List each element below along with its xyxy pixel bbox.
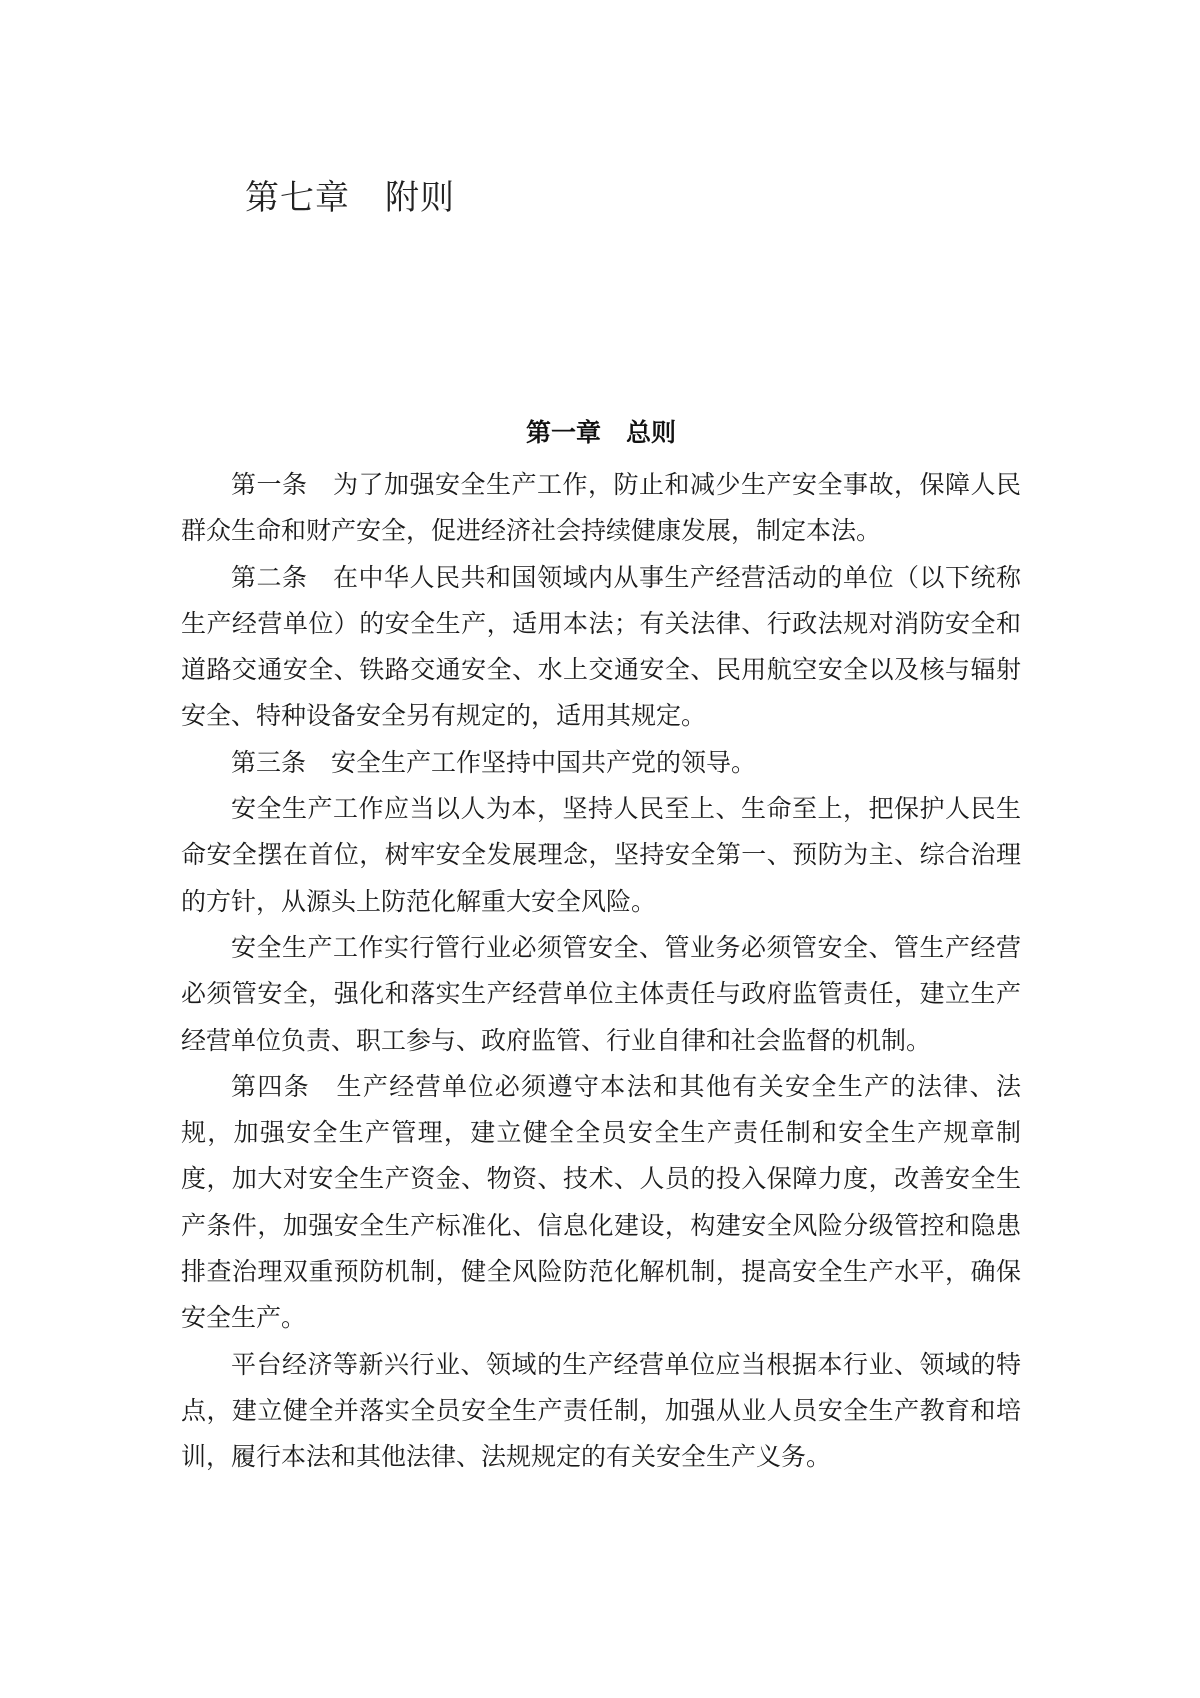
chapter-body: [181, 410, 1021, 1481]
article-3-paragraph-3: 安全生产工作实行管行业必须管安全、管业务必须管安全、管生产经营必须管安全，强化和落实生产经营单位主体责任与政府监管责任，建立生产经营单位负责、职工参与、政府监管、行业自律和社会监督的机制。: [181, 932, 1021, 1055]
article-3-paragraph-2: 安全生产工作应当以人为本，坚持人民至上、生命至上，把保护人民生命安全摆在首位，树牢安全发展理念，坚持安全第一、预防为主、综合治理的方针，从源头上防范化解重大安全风险。: [181, 794, 1021, 916]
article-1-paragraph: 第一条 为了加强安全生产工作，防止和减少生产安全事故，保障人民群众生命和财产安全，促进经济社会持续健康发展，制定本法。: [181, 470, 1021, 546]
chapter-title: 第一章 总则: [525, 418, 676, 447]
toc-chapter-heading: 第七章 附则: [245, 178, 455, 218]
article-4-paragraph: 第四条 生产经营单位必须遵守本法和其他有关安全生产的法律、法规，加强安全生产管理，建立健全全员安全生产责任制和安全生产规章制度，加大对安全生产资金、物资、技术、人员的投入保障力度，改善安全生产条件，加强安全生产标准化、信息化建设，构建安全风险分级管控和隐患排查治理双重预防机制，健全风险防范化解机制，提高安全生产水平，确保安全生产。: [181, 1071, 1021, 1333]
article-3-paragraph: 第三条 安全生产工作坚持中国共产党的领导。: [231, 747, 757, 777]
article-4-paragraph-2: 平台经济等新兴行业、领域的生产经营单位应当根据本行业、领域的特点，建立健全并落实全员安全生产责任制，加强从业人员安全生产教育和培训，履行本法和其他法律、法规规定的有关安全生产义务。: [181, 1349, 1021, 1472]
article-2-paragraph: 第二条 在中华人民共和国领域内从事生产经营活动的单位（以下统称生产经营单位）的安全生产，适用本法；有关法律、行政法规对消防安全和道路交通安全、铁路交通安全、水上交通安全、民用航空安全以及核与辐射安全、特种设备安全另有规定的，适用其规定。: [181, 562, 1021, 731]
